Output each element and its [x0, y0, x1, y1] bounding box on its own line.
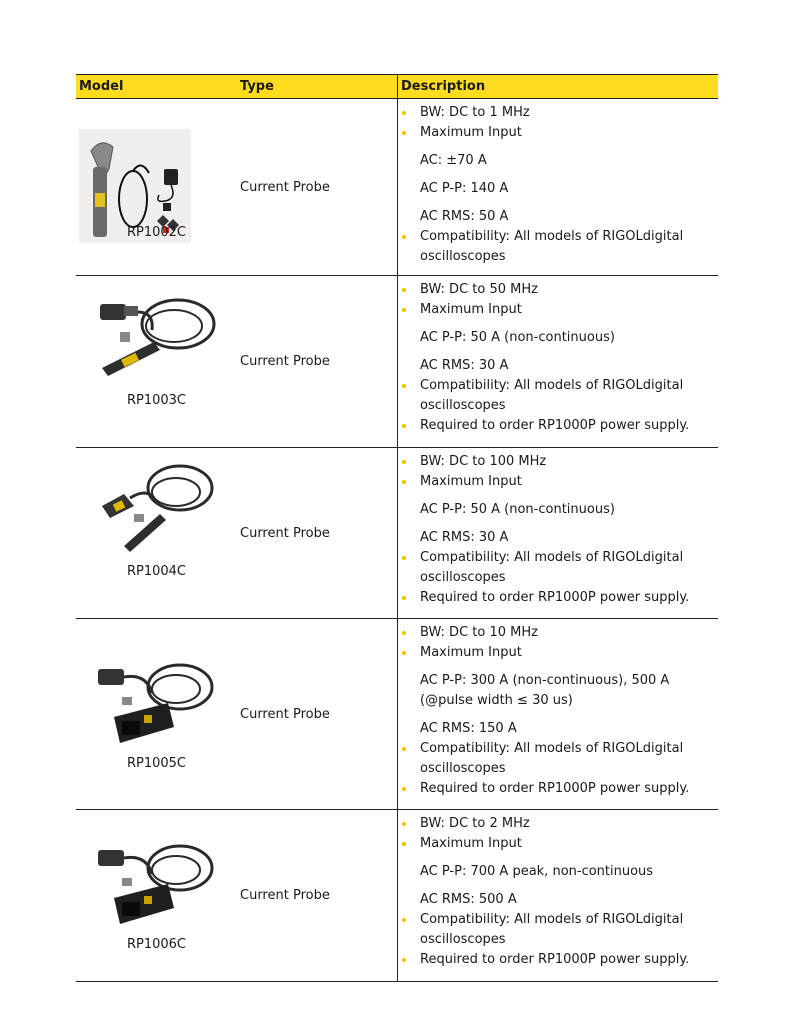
type-label: Current Probe: [240, 888, 330, 903]
header-type: Type: [237, 75, 398, 98]
bullet-icon: [398, 416, 420, 436]
model-cell: [76, 619, 237, 809]
type-label: Current Probe: [240, 354, 330, 369]
type-label: Current Probe: [240, 179, 330, 195]
desc-line: AC P-P: 300 A (non-continuous), 500 A (@pulse width ≤ 30 us): [420, 673, 670, 708]
desc-line: BW: DC to 10 MHz: [398, 623, 718, 643]
clamp-probe-image: [94, 657, 218, 747]
bullet-icon: [398, 227, 420, 247]
desc-line: AC P-P: 50 A (non-continuous): [420, 502, 615, 517]
model-cell: [76, 276, 237, 447]
type-cell: [237, 99, 398, 275]
bullet-icon: [398, 779, 420, 799]
description-cell: [398, 619, 718, 809]
clamp-probe-image: [94, 838, 218, 928]
desc-line: AC RMS: 30 A: [420, 358, 509, 373]
table-row: [76, 448, 718, 619]
desc-line: BW: DC to 2 MHz: [398, 814, 718, 834]
bullet-icon: [398, 300, 420, 320]
bullet-icon: [398, 472, 420, 492]
type-cell: [237, 619, 398, 809]
bullet-icon: [398, 814, 420, 834]
table-row: [76, 276, 718, 448]
model-name: RP1002C: [126, 225, 187, 240]
bullet-icon: [398, 103, 420, 123]
bullet-icon: [398, 376, 420, 396]
type-cell: [237, 448, 398, 618]
desc-line: Maximum Input: [398, 300, 718, 320]
model-name: RP1004C: [126, 564, 187, 579]
desc-line: Compatibility: All models of RIGOLdigital oscilloscopes: [398, 376, 718, 416]
desc-line: Required to order RP1000P power supply.: [398, 416, 718, 436]
desc-line: BW: DC to 100 MHz: [398, 452, 718, 472]
desc-line: AC: ±70 A: [420, 153, 487, 168]
desc-line: Compatibility: All models of RIGOLdigital oscilloscopes: [398, 548, 718, 588]
bullet-icon: [398, 548, 420, 568]
bullet-icon: [398, 123, 420, 143]
clamp-probe-image: [94, 458, 218, 554]
bullet-icon: [398, 452, 420, 472]
desc-line: AC RMS: 500 A: [420, 892, 517, 907]
desc-line: AC P-P: 700 A peak, non-continuous: [420, 864, 654, 879]
bullet-icon: [398, 739, 420, 759]
model-name: RP1005C: [126, 756, 187, 771]
description-cell: [398, 810, 718, 981]
table-row: [76, 810, 718, 982]
bullet-icon: [398, 643, 420, 663]
desc-line: Compatibility: All models of RIGOLdigital oscilloscopes: [398, 910, 718, 950]
type-label: Current Probe: [240, 706, 330, 722]
bullet-icon: [398, 623, 420, 643]
bullet-icon: [398, 834, 420, 854]
bullet-icon: [398, 280, 420, 300]
desc-line: Required to order RP1000P power supply.: [398, 950, 718, 970]
description-cell: [398, 276, 718, 447]
desc-line: Required to order RP1000P power supply.: [398, 779, 718, 799]
model-name: RP1006C: [126, 937, 187, 952]
desc-line: AC RMS: 150 A: [420, 721, 517, 736]
desc-line: Maximum Input: [398, 643, 718, 663]
table-header: [76, 74, 718, 99]
desc-line: AC RMS: 50 A: [420, 209, 509, 224]
type-label: Current Probe: [240, 525, 330, 541]
model-name: RP1003C: [126, 393, 187, 408]
model-cell: [76, 810, 237, 981]
table-row: [76, 99, 718, 276]
description-cell: [398, 448, 718, 618]
desc-line: Compatibility: All models of RIGOLdigital oscilloscopes: [398, 227, 718, 267]
desc-line: AC P-P: 50 A (non-continuous): [420, 330, 615, 345]
bullet-icon: [398, 950, 420, 970]
description-cell: [398, 99, 718, 275]
desc-line: Maximum Input: [398, 123, 718, 143]
desc-line: Compatibility: All models of RIGOLdigital oscilloscopes: [398, 739, 718, 779]
table-row: [76, 619, 718, 810]
desc-line: Required to order RP1000P power supply.: [398, 588, 718, 608]
header-model: Model: [79, 79, 124, 94]
probe-spec-table: [76, 74, 718, 982]
desc-line: BW: DC to 50 MHz: [398, 280, 718, 300]
desc-line: BW: DC to 1 MHz: [398, 103, 718, 123]
bullet-icon: [398, 588, 420, 608]
desc-line: AC P-P: 140 A: [420, 181, 509, 196]
model-cell: [76, 448, 237, 618]
model-cell: [76, 99, 237, 275]
desc-line: Maximum Input: [398, 834, 718, 854]
type-cell: [237, 276, 398, 447]
header-description: Description: [401, 79, 486, 94]
desc-line: AC RMS: 30 A: [420, 530, 509, 545]
clamp-probe-image: [94, 290, 218, 380]
desc-line: Maximum Input: [398, 472, 718, 492]
bullet-icon: [398, 910, 420, 930]
type-cell: [237, 810, 398, 981]
